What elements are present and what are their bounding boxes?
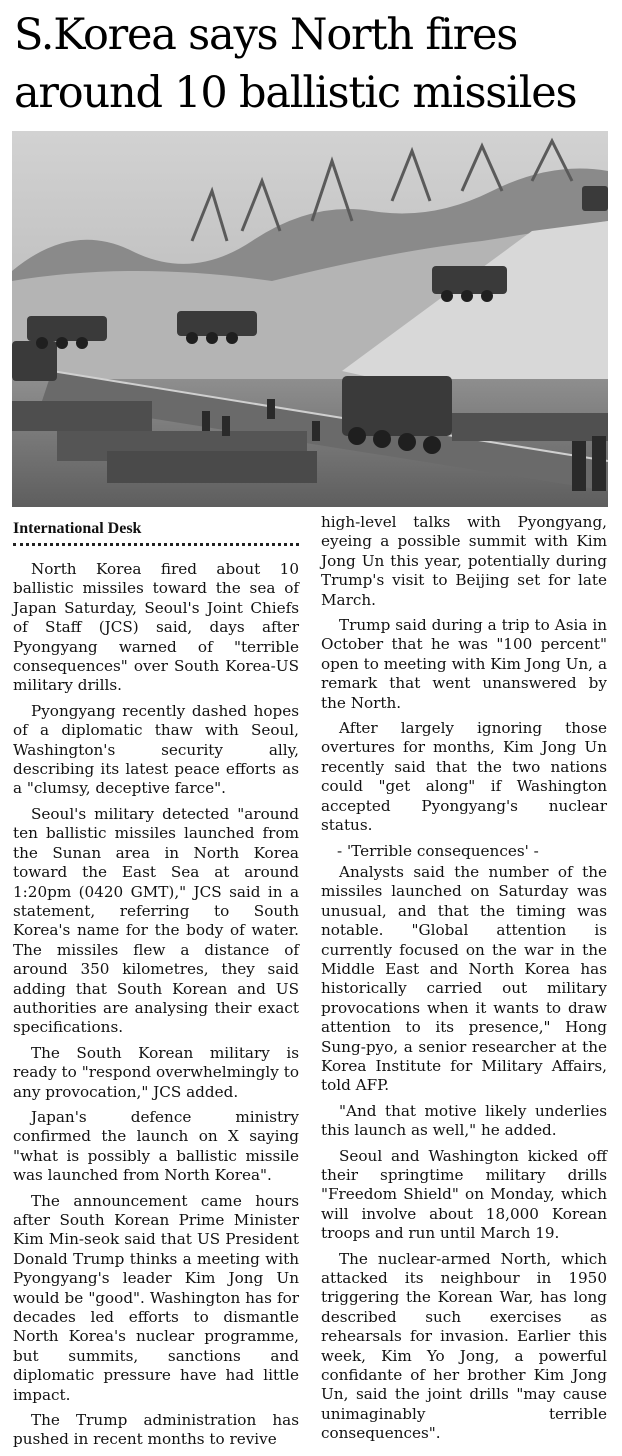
headline: S.Korea says North fires around 10 ballistic missiles (14, 10, 577, 118)
paragraph-12: Seoul and Washington kicked off their springtime military drills "Freedom Shield" on Monday, which will involve about 18,000 Korean troops and run until March 19. (321, 1146, 607, 1243)
paragraph-8: Trump said during a trip to Asia in October that he was "100 percent" open to meeting with Kim Jong Un, a remark that went unanswered by the North. (321, 616, 607, 712)
byline: International Desk (13, 513, 299, 546)
military-vehicles-pontoon-bridge-photo (12, 131, 608, 507)
paragraph-3: Seoul's military detected "around ten ballistic missiles launched from the Sunan area in North Korea toward the East Sea at around 1:20pm (0420 GMT)," JCS said in a statement, referring to South Korea's name for the body of water. The missiles flew a distance of around 350 kilometres, they said adding that South Korean and US authorities are analysing their exact specifications. (13, 804, 299, 1037)
subheading: - 'Terrible consequences' - (337, 841, 539, 860)
news-photo (12, 131, 608, 507)
paragraph-13: The nuclear-armed North, which attacked its neighbour in 1950 triggering the Korean War, has long described such exercises as rehearsals for invasion. Earlier this week, Kim Yo Jong, a powerful confidante of her brother Kim Jong Un, said the joint drills "may cause unimaginably terrible consequences". (321, 1249, 607, 1443)
paragraph-7: The Trump administration has pushed in recent months to revive (13, 1411, 299, 1449)
paragraph-7-continued: high-level talks with Pyongyang, eyeing a possible summit with Kim Jong Un this year, potentially during Trump's visit to Beijing set for late March. (321, 513, 607, 609)
paragraph-6: The announcement came hours after South Korean Prime Minister Kim Min-seok said that US President Donald Trump thinks a meeting with Pyongyang's leader Kim Jong Un would be "good". Washington has for decades led efforts to dismantle North Korea's nuclear programme, but summits, sanctions and diplomatic pressure have had little impact. (13, 1191, 299, 1404)
paragraph-2: Pyongyang recently dashed hopes of a diplomatic thaw with Seoul, Washington's security ally, describing its latest peace efforts as a "clumsy, deceptive farce". (13, 701, 299, 798)
paragraph-11: "And that motive likely underlies this launch as well," he added. (321, 1101, 607, 1140)
paragraph-10: Analysts said the number of the missiles launched on Saturday was unusual, and that the timing was notable. "Global attention is currently focused on the war in the Middle East and North Korea has historically carried out military provocations when it wants to draw attention to its presence," Hong Sung-pyo, a senior researcher at the Korea Institute for Military Affairs, told AFP. (321, 862, 607, 1095)
article-column-right (321, 513, 607, 1450)
paragraph-4: The South Korean military is ready to "respond overwhelmingly to any provocation," JCS added. (13, 1043, 299, 1101)
paragraph-1: North Korea fired about 10 ballistic missiles toward the sea of Japan Saturday, Seoul's Joint Chiefs of Staff (JCS) said, days after Pyongyang warned of "terrible consequences" over South Korea-US military drills. (13, 560, 299, 695)
paragraph-9: After largely ignoring those overtures for months, Kim Jong Un recently said that the two nations could "get along" if Washington accepted Pyongyang's nuclear status. (321, 719, 607, 835)
article-column-left (13, 513, 299, 1456)
paragraph-5: Japan's defence ministry confirmed the launch on X saying "what is possibly a ballistic missile was launched from North Korea". (13, 1107, 299, 1185)
